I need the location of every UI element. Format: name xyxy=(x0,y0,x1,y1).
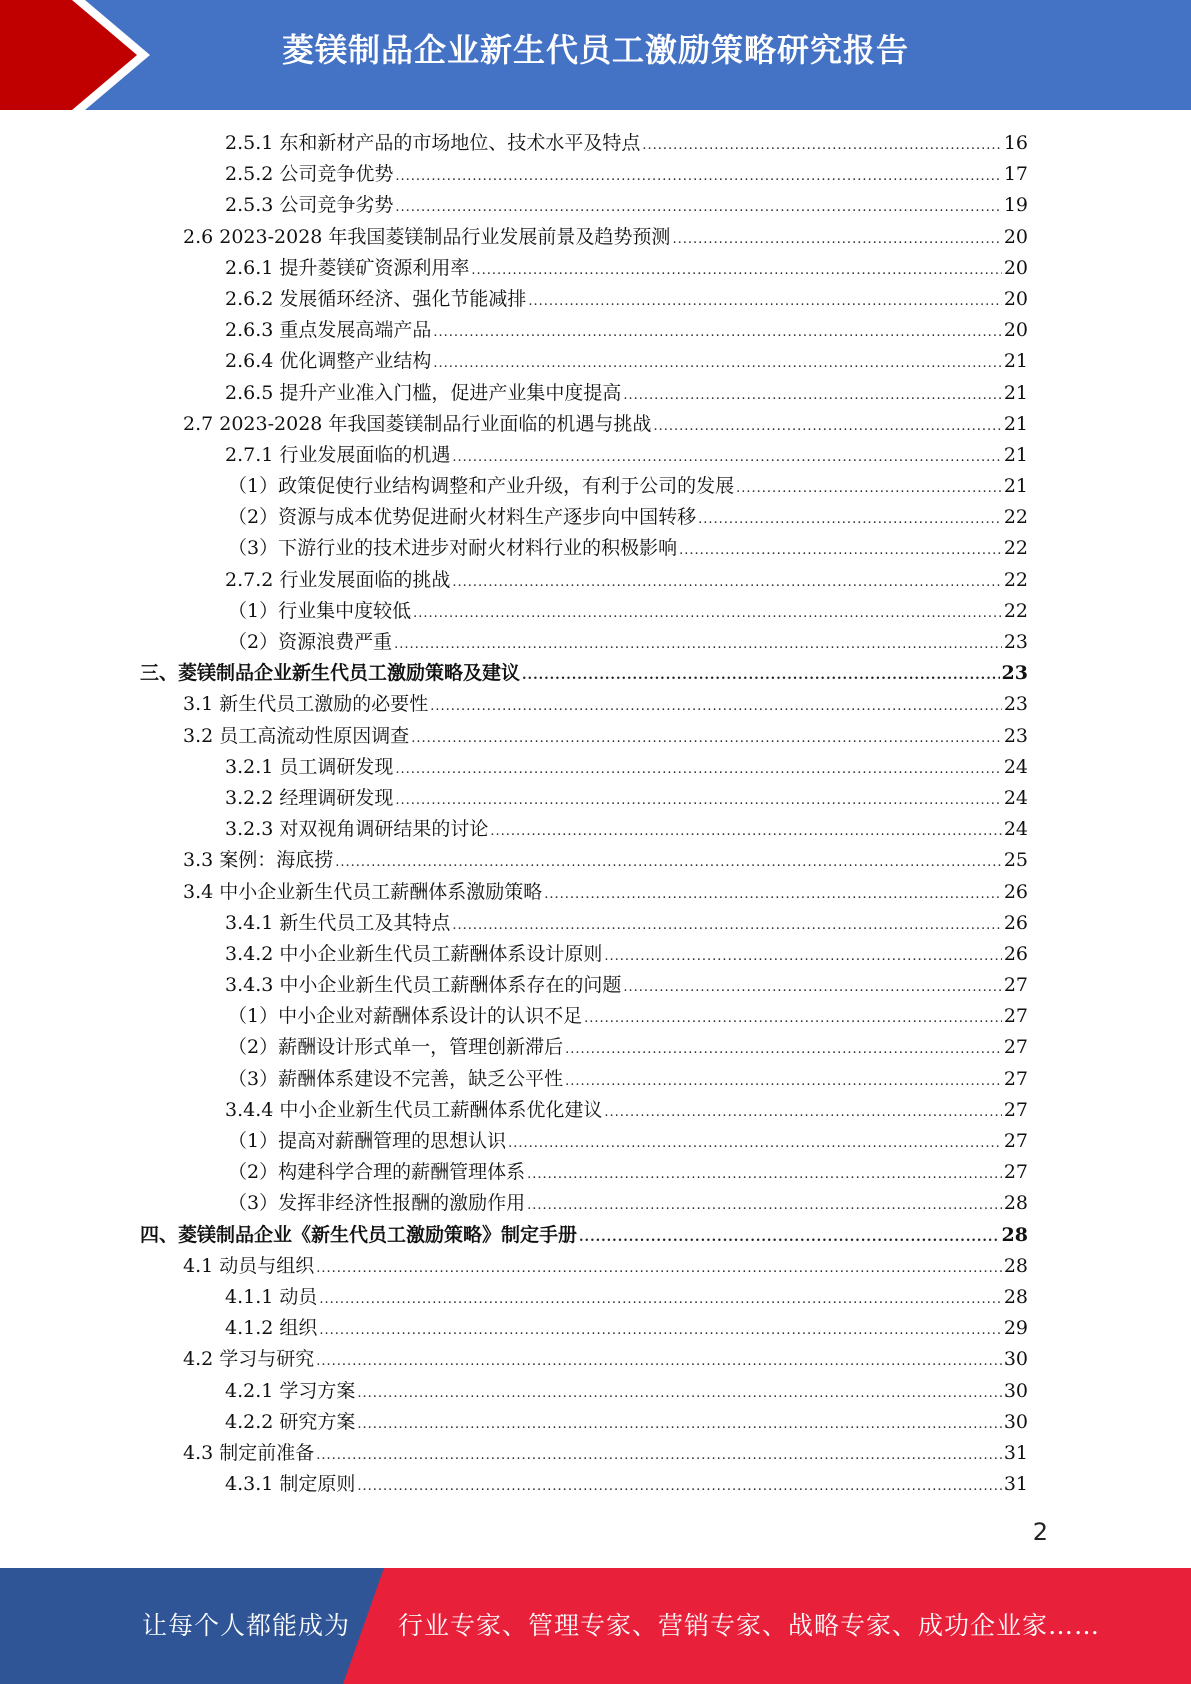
toc-entry[interactable] xyxy=(140,1376,1028,1407)
toc-entry[interactable] xyxy=(140,1001,1028,1032)
toc-entry-label: （2）构建科学合理的薪酬管理体系 xyxy=(228,1161,526,1184)
toc-entry[interactable] xyxy=(140,1344,1028,1375)
toc-dot-leader xyxy=(452,910,1001,941)
toc-entry-page: 22 xyxy=(1003,537,1028,560)
toc-entry-label: （2）资源浪费严重 xyxy=(228,631,393,653)
toc-entry[interactable] xyxy=(140,939,1028,970)
toc-dot-leader xyxy=(604,941,1001,972)
toc-entry-label: 2.6.4 优化调整产业结构 xyxy=(225,350,432,373)
toc-dot-leader xyxy=(544,879,1002,910)
toc-dot-leader xyxy=(452,442,1001,473)
toc-dot-leader xyxy=(527,1159,1002,1190)
toc-dot-leader xyxy=(357,1409,1001,1440)
toc-entry-page: 30 xyxy=(1003,1348,1028,1371)
toc-entry[interactable] xyxy=(140,1438,1028,1469)
toc-entry-page: 22 xyxy=(1003,506,1028,529)
toc-entry[interactable] xyxy=(140,721,1028,752)
toc-entry-page: 20 xyxy=(1003,225,1028,248)
toc-dot-leader xyxy=(413,598,1002,629)
toc-dot-leader xyxy=(452,567,1001,598)
toc-dot-leader xyxy=(395,161,1001,192)
toc-entry-page: 16 xyxy=(1003,132,1028,154)
toc-entry-label: 4.1 动员与组织 xyxy=(183,1254,315,1277)
toc-entry[interactable] xyxy=(140,845,1028,876)
toc-entry-page: 21 xyxy=(1003,381,1028,404)
toc-entry[interactable] xyxy=(140,440,1028,471)
toc-entry-label: 3.4.4 中小企业新生代员工薪酬体系优化建议 xyxy=(225,1098,603,1121)
toc-entry-label: 四、菱镁制品企业《新生代员工激励策略》制定手册 xyxy=(140,1223,578,1246)
toc-entry-label: 4.2.1 学习方案 xyxy=(225,1379,356,1402)
toc-entry-label: 2.7 2023-2028 年我国菱镁制品行业面临的机遇与挑战 xyxy=(183,412,652,435)
toc-entry-label: 4.3 制定前准备 xyxy=(183,1441,315,1464)
toc-entry[interactable] xyxy=(140,1032,1028,1063)
toc-entry-page: 20 xyxy=(1003,319,1028,342)
toc-entry-label: （3）发挥非经济性报酬的激励作用 xyxy=(228,1192,526,1215)
toc-entry-label: 4.1.1 动员 xyxy=(225,1285,318,1308)
toc-entry-page: 27 xyxy=(1003,1130,1028,1152)
toc-entry-label: 3.2.2 经理调研发现 xyxy=(225,786,394,809)
toc-entry[interactable] xyxy=(140,814,1028,845)
toc-entry-page: 30 xyxy=(1003,1379,1028,1402)
toc-entry-label: 2.6.2 发展循环经济、强化节能减排 xyxy=(225,287,527,310)
toc-entry-page: 21 xyxy=(1003,350,1028,373)
toc-entry-page: 27 xyxy=(1003,1098,1028,1121)
toc-entry[interactable] xyxy=(140,783,1028,814)
toc-dot-leader xyxy=(584,1003,1002,1034)
toc-entry[interactable] xyxy=(140,1220,1028,1251)
toc-entry-page: 31 xyxy=(1003,1473,1028,1496)
toc-entry-label: 3.2.1 员工调研发现 xyxy=(225,755,394,778)
toc-entry-label: 2.6 2023-2028 年我国菱镁制品行业发展前景及趋势预测 xyxy=(183,225,671,248)
toc-entry[interactable] xyxy=(140,1126,1028,1157)
toc-entry-label: 4.2.2 研究方案 xyxy=(225,1410,356,1433)
toc-dot-leader xyxy=(490,816,1001,847)
toc-dot-leader xyxy=(395,192,1001,223)
toc-dot-leader xyxy=(565,1066,1002,1097)
toc-dot-leader xyxy=(319,1284,1001,1315)
toc-entry-label: （1）政策促使行业结构调整和产业升级，有利于公司的发展 xyxy=(228,475,735,498)
toc-dot-leader xyxy=(395,754,1001,785)
toc-dot-leader xyxy=(672,224,1001,255)
toc-entry-label: 3.1 新生代员工激励的必要性 xyxy=(183,693,429,716)
toc-entry[interactable] xyxy=(140,533,1028,564)
toc-entry-page: 17 xyxy=(1003,163,1028,186)
toc-dot-leader xyxy=(508,1128,1002,1159)
toc-entry[interactable] xyxy=(140,1313,1028,1344)
toc-dot-leader xyxy=(411,723,1002,754)
toc-dot-leader xyxy=(316,1440,1002,1471)
footer-slogan-right: 行业专家、管理专家、营销专家、战略专家、成功企业家…… xyxy=(398,1611,1101,1640)
toc-entry[interactable] xyxy=(140,1157,1028,1188)
toc-dot-leader xyxy=(679,535,1002,566)
toc-entry-label: 3.4 中小企业新生代员工薪酬体系激励策略 xyxy=(183,880,543,903)
toc-entry[interactable] xyxy=(140,190,1028,221)
toc-entry-label: （1）提高对薪酬管理的思想认识 xyxy=(228,1130,507,1152)
toc-entry-page: 28 xyxy=(1003,1285,1028,1308)
toc-dot-leader xyxy=(653,411,1001,442)
toc-dot-leader xyxy=(736,473,1002,504)
toc-dot-leader xyxy=(433,348,1001,379)
toc-entry[interactable] xyxy=(140,596,1028,627)
toc-entry[interactable] xyxy=(140,409,1028,440)
toc-dot-leader xyxy=(623,380,1001,411)
toc-entry[interactable] xyxy=(140,1469,1028,1500)
toc-entry-page: 27 xyxy=(1003,974,1028,997)
toc-entry-page: 26 xyxy=(1003,911,1028,934)
toc-entry-page: 27 xyxy=(1003,1161,1028,1184)
toc-entry[interactable] xyxy=(140,471,1028,502)
toc-entry[interactable] xyxy=(140,253,1028,284)
toc-entry[interactable] xyxy=(140,877,1028,908)
toc-entry-page: 24 xyxy=(1003,755,1028,778)
toc-entry-page: 24 xyxy=(1003,818,1028,841)
toc-dot-leader xyxy=(316,1253,1002,1284)
toc-entry-page: 28 xyxy=(1003,1254,1028,1277)
toc-entry-label: 三、菱镁制品企业新生代员工激励策略及建议 xyxy=(140,662,521,685)
toc-entry[interactable] xyxy=(140,689,1028,720)
toc-entry-label: 2.7.2 行业发展面临的挑战 xyxy=(225,568,451,591)
toc-entry[interactable] xyxy=(140,222,1028,253)
toc-entry-page: 19 xyxy=(1003,194,1028,217)
toc-dot-leader xyxy=(316,1346,1002,1377)
toc-entry-page: 28 xyxy=(1001,1223,1028,1246)
toc-entry-page: 27 xyxy=(1003,1036,1028,1059)
toc-entry[interactable] xyxy=(140,752,1028,783)
toc-entry-label: 2.5.1 东和新材产品的市场地位、技术水平及特点 xyxy=(225,132,641,154)
toc-entry-page: 27 xyxy=(1003,1005,1028,1028)
toc-entry-page: 30 xyxy=(1003,1410,1028,1433)
toc-entry-label: 2.7.1 行业发展面临的机遇 xyxy=(225,443,451,466)
toc-entry-page: 23 xyxy=(1003,631,1028,653)
toc-dot-leader xyxy=(430,691,1002,722)
table-of-contents xyxy=(140,128,1028,1500)
toc-dot-leader xyxy=(471,255,1001,286)
toc-entry[interactable] xyxy=(140,1282,1028,1313)
toc-entry-label: 2.6.3 重点发展高端产品 xyxy=(225,319,432,342)
toc-entry[interactable] xyxy=(140,1407,1028,1438)
toc-dot-leader xyxy=(394,629,1002,660)
toc-entry-label: 3.4.3 中小企业新生代员工薪酬体系存在的问题 xyxy=(225,974,622,997)
toc-dot-leader xyxy=(319,1315,1001,1346)
toc-entry-label: 3.2.3 对双视角调研结果的讨论 xyxy=(225,818,489,841)
toc-entry[interactable] xyxy=(140,128,1028,159)
toc-entry-page: 23 xyxy=(1003,693,1028,716)
toc-entry[interactable] xyxy=(140,378,1028,409)
toc-entry-label: 2.6.5 提升产业准入门槛，促进产业集中度提高 xyxy=(225,381,622,404)
page-number: 2 xyxy=(1032,1518,1048,1546)
toc-dot-leader xyxy=(527,1190,1002,1221)
toc-entry-label: （1）中小企业对薪酬体系设计的认识不足 xyxy=(228,1005,583,1028)
toc-dot-leader xyxy=(604,1097,1001,1128)
toc-entry[interactable] xyxy=(140,627,1028,658)
toc-entry-page: 28 xyxy=(1003,1192,1028,1215)
toc-entry[interactable] xyxy=(140,159,1028,190)
toc-dot-leader xyxy=(433,317,1001,348)
toc-entry-page: 21 xyxy=(1003,412,1028,435)
toc-dot-leader xyxy=(565,1034,1002,1065)
toc-entry-page: 22 xyxy=(1003,599,1028,622)
toc-entry[interactable] xyxy=(140,1064,1028,1095)
toc-entry-label: 3.4.1 新生代员工及其特点 xyxy=(225,911,451,934)
toc-entry-page: 25 xyxy=(1003,849,1028,872)
toc-entry-page: 20 xyxy=(1003,287,1028,310)
toc-entry[interactable] xyxy=(140,1251,1028,1282)
toc-entry-page: 22 xyxy=(1003,568,1028,591)
toc-entry-page: 26 xyxy=(1003,880,1028,903)
toc-entry-label: 3.3 案例：海底捞 xyxy=(183,849,334,872)
toc-entry-label: （1）行业集中度较低 xyxy=(228,599,412,622)
toc-dot-leader xyxy=(698,504,1002,535)
toc-dot-leader xyxy=(579,1222,1000,1253)
toc-entry-label: 2.6.1 提升菱镁矿资源利用率 xyxy=(225,256,470,279)
toc-entry[interactable] xyxy=(140,565,1028,596)
toc-entry[interactable] xyxy=(140,346,1028,377)
toc-entry-page: 26 xyxy=(1003,942,1028,965)
toc-dot-leader xyxy=(642,130,1001,161)
report-header xyxy=(0,0,1191,110)
toc-dot-leader xyxy=(623,972,1001,1003)
toc-entry[interactable] xyxy=(140,908,1028,939)
toc-entry[interactable] xyxy=(140,284,1028,315)
toc-entry[interactable] xyxy=(140,1188,1028,1219)
toc-entry-label: （3）薪酬体系建设不完善，缺乏公平性 xyxy=(228,1067,564,1090)
toc-entry[interactable] xyxy=(140,502,1028,533)
footer-banner xyxy=(0,1568,1191,1684)
toc-entry[interactable] xyxy=(140,1095,1028,1126)
report-title: 菱镁制品企业新生代员工激励策略研究报告 xyxy=(281,31,909,69)
toc-entry-page: 20 xyxy=(1003,256,1028,279)
toc-entry-label: 2.5.2 公司竞争优势 xyxy=(225,163,394,186)
toc-dot-leader xyxy=(357,1471,1001,1502)
footer-slogan-left: 让每个人都能成为 xyxy=(142,1611,351,1640)
toc-entry-page: 27 xyxy=(1003,1067,1028,1090)
toc-entry[interactable] xyxy=(140,315,1028,346)
toc-entry-label: 3.4.2 中小企业新生代员工薪酬体系设计原则 xyxy=(225,942,603,965)
toc-entry[interactable] xyxy=(140,658,1028,689)
toc-entry-label: （2）资源与成本优势促进耐火材料生产逐步向中国转移 xyxy=(228,506,697,529)
toc-entry-page: 31 xyxy=(1003,1441,1028,1464)
toc-dot-leader xyxy=(395,785,1001,816)
toc-dot-leader xyxy=(357,1378,1001,1409)
toc-entry-page: 21 xyxy=(1003,475,1028,498)
toc-dot-leader xyxy=(528,286,1001,317)
toc-entry-label: 3.2 员工高流动性原因调查 xyxy=(183,724,410,747)
toc-entry-label: 4.2 学习与研究 xyxy=(183,1348,315,1371)
toc-dot-leader xyxy=(335,847,1002,878)
toc-entry-label: 4.1.2 组织 xyxy=(225,1317,318,1340)
toc-dot-leader xyxy=(522,660,1000,691)
toc-entry-label: 4.3.1 制定原则 xyxy=(225,1473,356,1496)
toc-entry-label: 2.5.3 公司竞争劣势 xyxy=(225,194,394,217)
toc-entry-page: 23 xyxy=(1001,662,1028,685)
toc-entry-page: 29 xyxy=(1003,1317,1028,1340)
toc-entry-label: （2）薪酬设计形式单一，管理创新滞后 xyxy=(228,1036,564,1059)
toc-entry-page: 24 xyxy=(1003,786,1028,809)
toc-entry[interactable] xyxy=(140,970,1028,1001)
toc-entry-page: 21 xyxy=(1003,443,1028,466)
toc-entry-label: （3）下游行业的技术进步对耐火材料行业的积极影响 xyxy=(228,537,678,560)
toc-entry-page: 23 xyxy=(1003,724,1028,747)
